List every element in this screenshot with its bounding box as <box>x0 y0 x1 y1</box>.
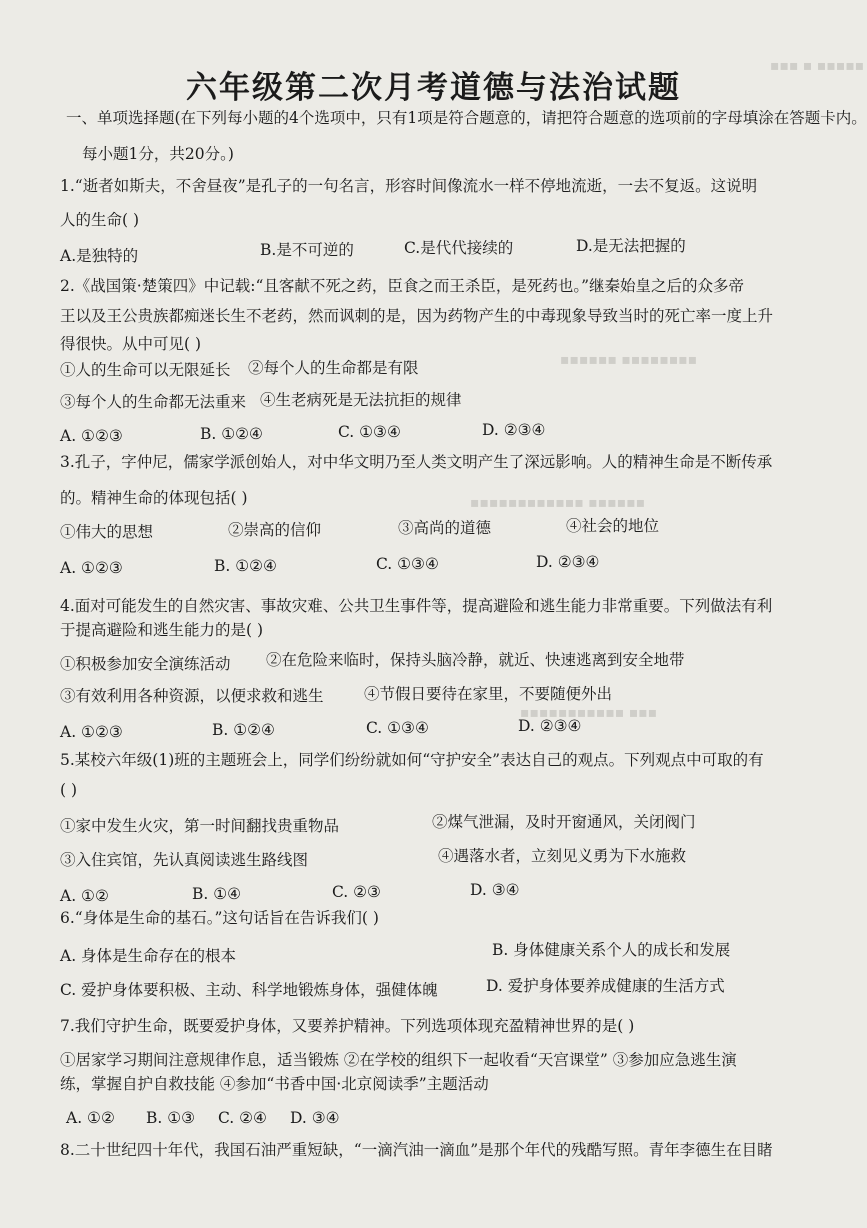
question-4-statement-2: ②在危险来临时，保持头脑冷静，就近、快速逃离到安全地带 <box>266 651 685 669</box>
question-1-option-c[interactable]: C.是代代接续的 <box>404 239 514 257</box>
question-2-option-d[interactable]: D. ②③④ <box>482 421 546 439</box>
question-4-stem-cont: 于提高避险和逃生能力的是( ) <box>60 621 264 639</box>
question-1-option-d[interactable]: D.是无法把握的 <box>576 237 686 255</box>
question-4-stem: 4.面对可能发生的自然灾害、事故灾难、公共卫生事件等，提高避险和逃生能力非常重要。下列做法有利 <box>60 597 773 615</box>
question-2-statement-1: ①人的生命可以无限延长 <box>60 361 231 379</box>
question-6-option-a[interactable]: A. 身体是生命存在的根本 <box>60 947 237 965</box>
question-5-option-d[interactable]: D. ③④ <box>470 881 520 899</box>
exam-title: 六年级第二次月考道德与法治试题 <box>186 70 681 106</box>
question-2-statement-3: ③每个人的生命都无法重来 <box>60 393 247 411</box>
question-7-option-c[interactable]: C. ②④ <box>218 1109 267 1127</box>
question-3-statement-4: ④社会的地位 <box>566 517 660 535</box>
question-6-option-c[interactable]: C. 爱护身体要积极、主动、科学地锻炼身体，强健体魄 <box>60 981 438 999</box>
question-6-option-b[interactable]: B. 身体健康关系个人的成长和发展 <box>492 941 731 959</box>
question-7-statements: ①居家学习期间注意规律作息，适当锻炼 ②在学校的组织下一起收看“天宫课堂” ③参加应急逃生演 <box>60 1051 737 1069</box>
question-4-option-a[interactable]: A. ①②③ <box>60 723 123 741</box>
question-1-stem-cont: 人的生命( ) <box>60 211 140 229</box>
question-3-option-c[interactable]: C. ①③④ <box>376 555 439 573</box>
question-2-stem-cont: 得很快。从中可见( ) <box>60 335 202 353</box>
question-5-option-b[interactable]: B. ①④ <box>192 885 242 903</box>
question-4-statement-3: ③有效利用各种资源，以便求救和逃生 <box>60 687 324 705</box>
question-5-option-a[interactable]: A. ①② <box>60 887 109 905</box>
question-7-option-a[interactable]: A. ①② <box>66 1109 115 1127</box>
question-3-statement-1: ①伟大的思想 <box>60 523 154 541</box>
bleed-through-mark: ▪▪▪▪▪▪ ▪▪▪▪▪▪▪▪ <box>560 352 698 368</box>
question-2-stem: 2.《战国策·楚策四》中记载:“且客献不死之药，臣食之而王杀臣，是死药也。”继秦始皇之后的众多帝 <box>60 277 745 295</box>
question-8-stem: 8.二十世纪四十年代，我国石油严重短缺，“一滴汽油一滴血”是那个年代的残酷写照。青年李德生在目睹 <box>60 1141 773 1159</box>
bleed-through-mark: ▪▪▪▪▪▪▪▪▪▪▪▪ ▪▪▪▪▪▪ <box>470 495 646 511</box>
question-3-option-a[interactable]: A. ①②③ <box>60 559 123 577</box>
question-5-option-c[interactable]: C. ②③ <box>332 883 381 901</box>
question-1-option-a[interactable]: A.是独特的 <box>60 247 139 265</box>
question-2-option-c[interactable]: C. ①③④ <box>338 423 401 441</box>
question-5-stem-cont: ( ) <box>60 781 78 799</box>
question-2-option-a[interactable]: A. ①②③ <box>60 427 123 445</box>
question-5-statement-4: ④遇落水者，立刻见义勇为下水施救 <box>438 847 687 865</box>
question-5-statement-3: ③入住宾馆，先认真阅读逃生路线图 <box>60 851 309 869</box>
question-7-option-b[interactable]: B. ①③ <box>146 1109 196 1127</box>
question-2-statement-2: ②每个人的生命都是有限 <box>248 359 419 377</box>
question-7-stem: 7.我们守护生命，既要爱护身体，又要养护精神。下列选项体现充盈精神世界的是( ) <box>60 1017 635 1035</box>
question-7-option-d[interactable]: D. ③④ <box>290 1109 340 1127</box>
question-4-statement-4: ④节假日要待在家里，不要随便外出 <box>364 685 613 703</box>
question-3-option-b[interactable]: B. ①②④ <box>214 557 277 575</box>
question-1-option-b[interactable]: B.是不可逆的 <box>260 241 354 259</box>
question-1-stem: 1.“逝者如斯夫，不舍昼夜”是孔子的一句名言，形容时间像流水一样不停地流逝，一去不复返。这说明 <box>60 177 758 195</box>
bleed-through-mark: ▪▪▪ ▪ ▪▪▪▪▪ <box>770 58 865 74</box>
section-heading: 一、单项选择题(在下列每小题的4个选项中，只有1项是符合题意的，请把符合题意的选项前的字母填涂在答题卡内。 <box>66 109 867 127</box>
question-2-option-b[interactable]: B. ①②④ <box>200 425 263 443</box>
question-5-stem: 5.某校六年级(1)班的主题班会上，同学们纷纷就如何“守护安全”表达自己的观点。下列观点中可取的有 <box>60 751 764 769</box>
question-3-statement-3: ③高尚的道德 <box>398 519 492 537</box>
question-3-option-d[interactable]: D. ②③④ <box>536 553 600 571</box>
question-3-stem: 3.孔子，字仲尼，儒家学派创始人，对中华文明乃至人类文明产生了深远影响。人的精神生命是不断传承 <box>60 453 773 471</box>
question-5-statement-1: ①家中发生火灾，第一时间翻找贵重物品 <box>60 817 340 835</box>
question-4-statement-1: ①积极参加安全演练活动 <box>60 655 231 673</box>
question-3-statement-2: ②崇高的信仰 <box>228 521 322 539</box>
question-3-stem-cont: 的。精神生命的体现包括( ) <box>60 489 248 507</box>
question-6-option-d[interactable]: D. 爱护身体要养成健康的生活方式 <box>486 977 725 995</box>
question-5-statement-2: ②煤气泄漏，及时开窗通风，关闭阀门 <box>432 813 696 831</box>
question-6-stem: 6.“身体是生命的基石。”这句话旨在告诉我们( ) <box>60 909 379 927</box>
question-2-stem-cont: 王以及王公贵族都痴迷长生不老药，然而讽刺的是，因为药物产生的中毒现象导致当时的死亡率一度上升 <box>60 307 774 325</box>
bleed-through-mark: ▪▪▪▪▪▪▪▪▪▪▪ ▪▪▪ <box>520 705 658 721</box>
question-2-statement-4: ④生老病死是无法抗拒的规律 <box>260 391 462 409</box>
question-7-statements-cont: 练，掌握自护自救技能 ④参加“书香中国·北京阅读季”主题活动 <box>60 1075 489 1093</box>
section-heading-cont: 每小题1分，共20分。) <box>82 145 234 163</box>
question-4-option-b[interactable]: B. ①②④ <box>212 721 275 739</box>
question-4-option-d[interactable]: D. ②③④ <box>518 717 582 735</box>
question-4-option-c[interactable]: C. ①③④ <box>366 719 429 737</box>
